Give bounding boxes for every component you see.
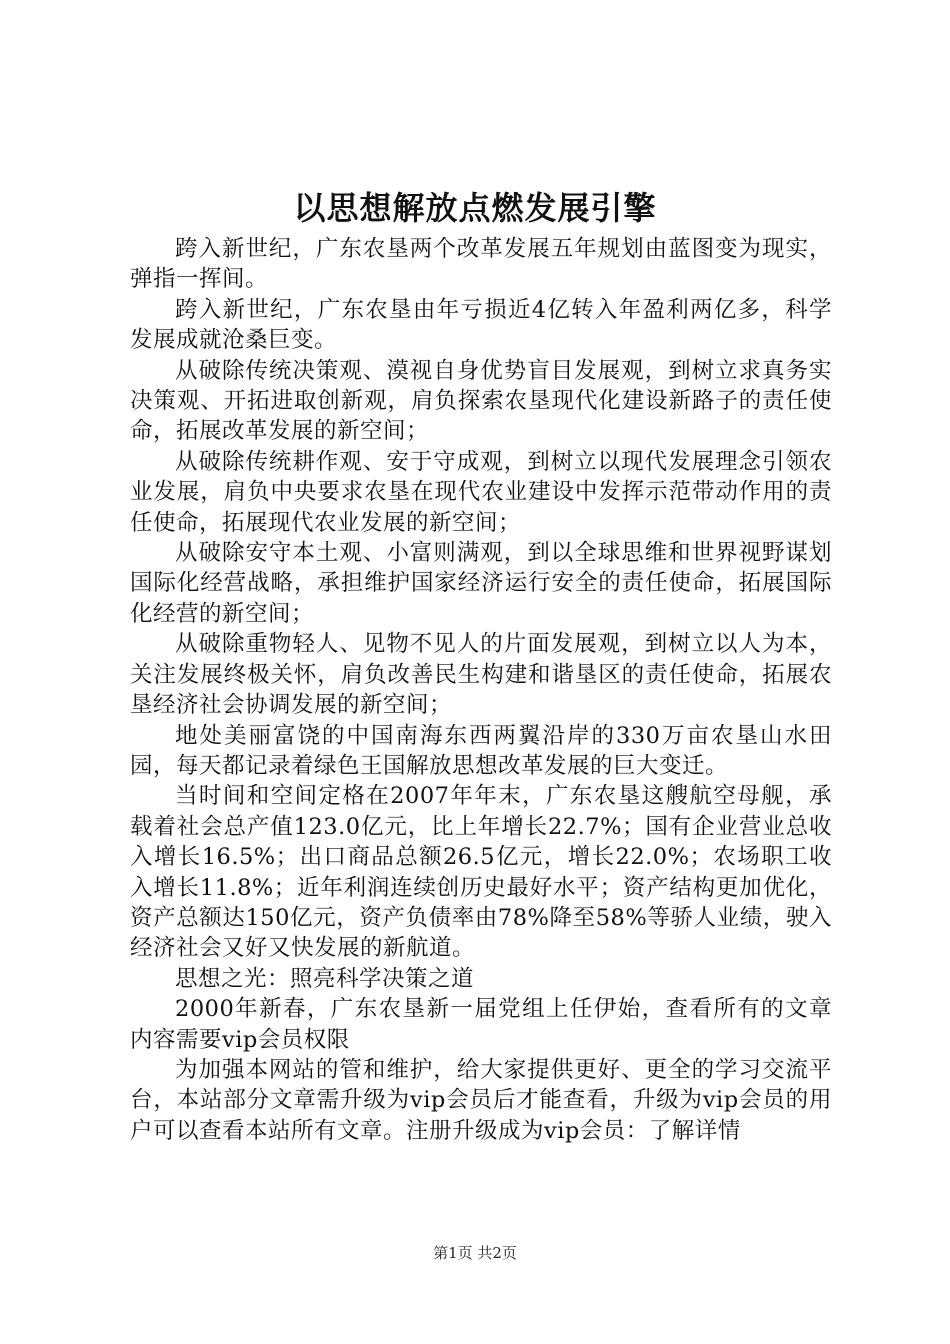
- vip-notice: 为加强本网站的管和维护，给大家提供更好、更全的学习交流平台，本站部分文章需升级为vip会员后才能查看，升级为vip会员的用户可以查看本站所有文章。注册升级成为vip会员：了解详情: [130, 1056, 832, 1144]
- paragraph: 从破除传统决策观、漠视自身优势盲目发展观，到树立求真务实决策观、开拓进取创新观，肩负探索农垦现代化建设新路子的责任使命，拓展改革发展的新空间；: [130, 357, 832, 445]
- article-body: [130, 234, 832, 1146]
- paragraph: 从破除重物轻人、见物不见人的片面发展观，到树立以人为本，关注发展终极关怀，肩负改善民生构建和谐垦区的责任使命，拓展农垦经济社会协调发展的新空间；: [130, 631, 832, 719]
- paragraph: 跨入新世纪，广东农垦两个改革发展五年规划由蓝图变为现实，弹指一挥间。: [130, 236, 832, 293]
- section-heading: 思想之光：照亮科学决策之道: [175, 965, 475, 992]
- paragraph: 当时间和空间定格在2007年年末，广东农垦这艘航空母舰，承载着社会总产值123.0亿元，比上年增长22.7%；国有企业营业总收入增长16.5%；出口商品总额26.5亿元，增长22.0%；农场职工收入增长11.8%；近年利润连续创历史最好水平；资产结构更加优化，资产总额达150亿元，资产负债率由78%降至58%等骄人业绩，驶入经济社会又好又快发展的新航道。: [130, 783, 832, 962]
- page-title: 以思想解放点燃发展引擎: [293, 189, 657, 227]
- paragraph: 2000年新春，广东农垦新一届党组上任伊始，查看所有的文章内容需要vip会员权限: [130, 996, 832, 1053]
- paragraph: 从破除传统耕作观、安于守成观，到树立以现代发展理念引领农业发展，肩负中央要求农垦在现代农业建设中发挥示范带动作用的责任使命，拓展现代农业发展的新空间；: [130, 448, 832, 536]
- paragraph: 跨入新世纪，广东农垦由年亏损近4亿转入年盈利两亿多，科学发展成就沧桑巨变。: [130, 296, 832, 354]
- paragraph: 地处美丽富饶的中国南海东西两翼沿岸的330万亩农垦山水田园，每天都记录着绿色王国解放思想改革发展的巨大变迁。: [130, 722, 832, 779]
- page-number-footer: 第1页 共2页: [433, 1244, 517, 1262]
- paragraph: 从破除安守本土观、小富则满观，到以全球思维和世界视野谋划国际化经营战略，承担维护国家经济运行安全的责任使命，拓展国际化经营的新空间；: [130, 540, 832, 627]
